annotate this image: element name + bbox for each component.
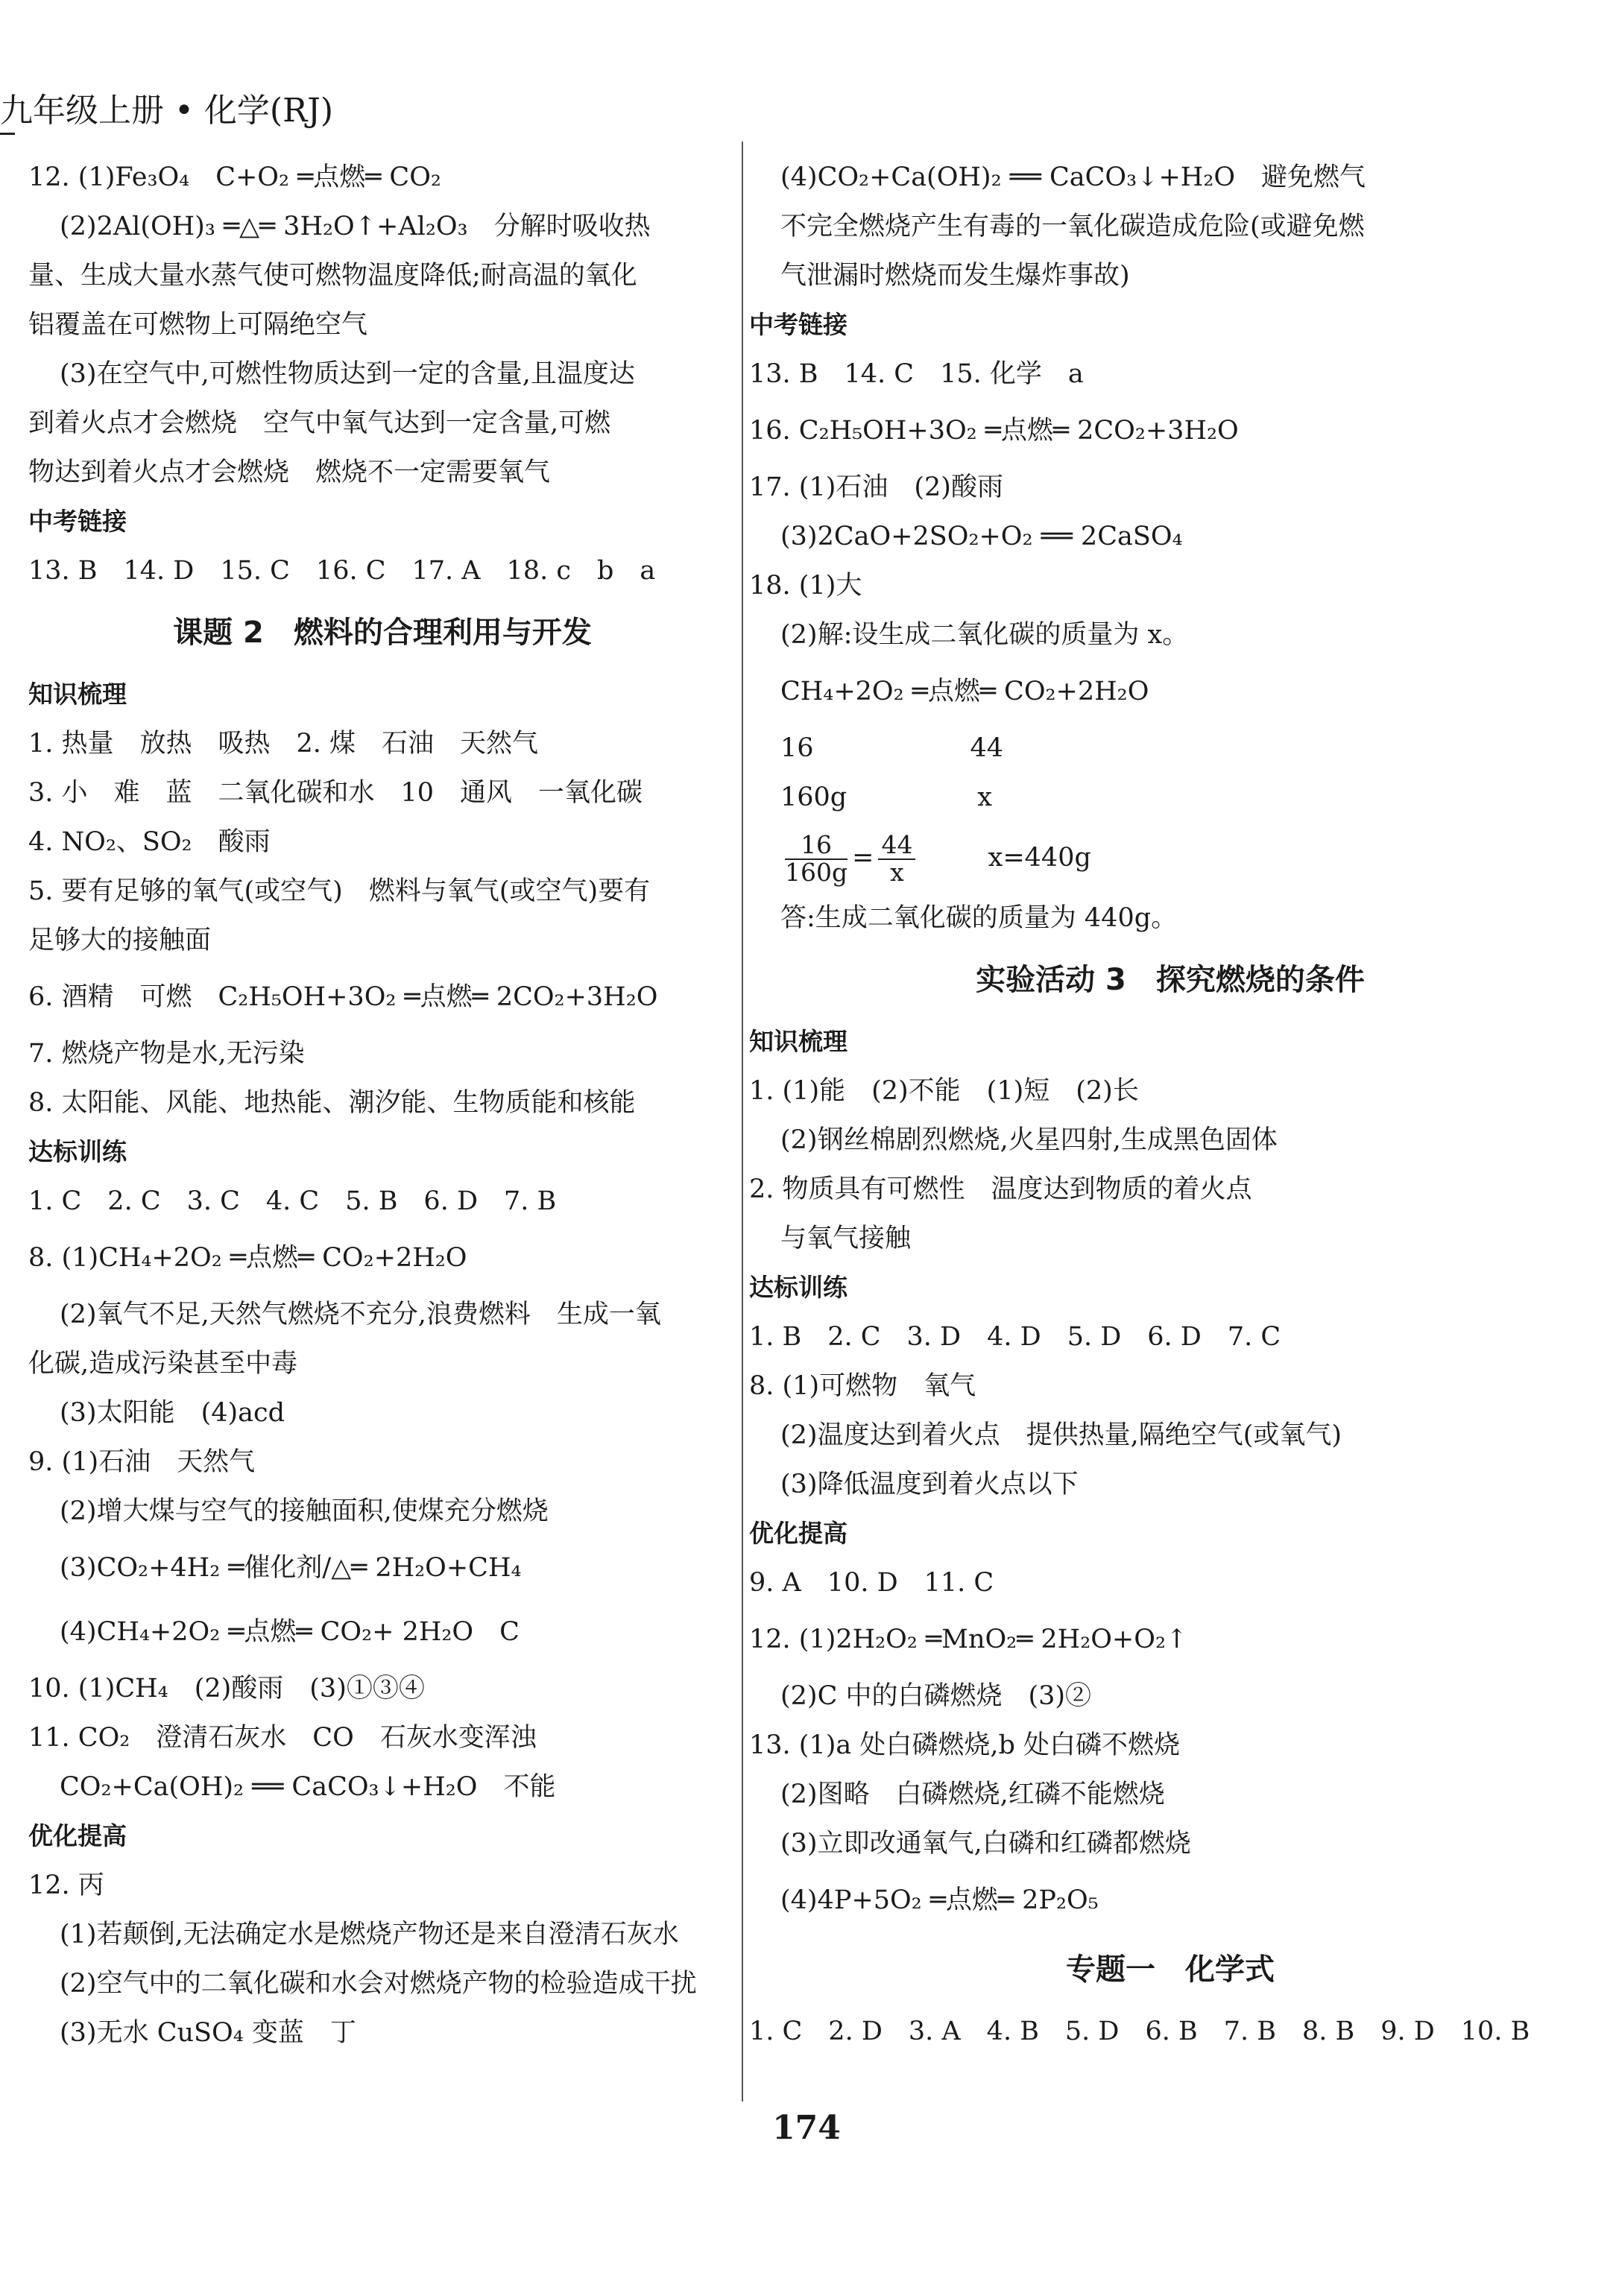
answer-line: 3. 小 难 蓝 二氧化碳和水 10 通风 一氧化碳 xyxy=(28,778,643,808)
subsection-heading: 中考链接 xyxy=(28,507,127,536)
answer-line: (4)CO₂+Ca(OH)₂ ══ CaCO₃↓+H₂O 避免燃气 xyxy=(780,162,1366,192)
answer-line: (3)CO₂+4H₂ ═催化剂/△═ 2H₂O+CH₄ xyxy=(60,1553,522,1583)
answer-line: (2)氧气不足,天然气燃烧不充分,浪费燃料 生成一氧 xyxy=(60,1300,661,1329)
answer-line: 16. C₂H₅OH+3O₂ ═点燃═ 2CO₂+3H₂O xyxy=(749,416,1239,446)
answer-line: 18. (1)大 xyxy=(749,571,862,601)
fraction-numerator: 44 xyxy=(878,832,915,860)
answer-line: 1. 热量 放热 吸热 2. 煤 石油 天然气 xyxy=(28,729,539,759)
answer-line: 160g x xyxy=(780,782,992,812)
answer-line: 化碳,造成污染甚至中毒 xyxy=(28,1349,298,1379)
answer-line: 不完全燃烧产生有毒的一氧化碳造成危险(或避免燃 xyxy=(780,212,1365,241)
answer-line: 答:生成二氧化碳的质量为 440g。 xyxy=(780,903,1178,933)
right-column xyxy=(749,153,1591,2056)
subsection-heading: 知识梳理 xyxy=(749,1027,847,1056)
answer-line: 7. 燃烧产物是水,无污染 xyxy=(28,1039,305,1069)
answer-line: (2)C 中的白磷燃烧 (3)② xyxy=(780,1681,1092,1711)
left-column xyxy=(28,153,736,2058)
answer-line: 11. CO₂ 澄清石灰水 CO 石灰水变浑浊 xyxy=(28,1723,537,1753)
answer-line: 13. B 14. D 15. C 16. C 17. A 18. c b a xyxy=(28,556,656,586)
answer-line: 10. (1)CH₄ (2)酸雨 (3)①③④ xyxy=(28,1674,425,1704)
answer-line: 6. 酒精 可燃 C₂H₅OH+3O₂ ═点燃═ 2CO₂+3H₂O xyxy=(28,982,658,1012)
answer-line: 5. 要有足够的氧气(或空气) 燃料与氧气(或空气)要有 xyxy=(28,876,651,906)
answer-line: (2)2Al(OH)₃ ═△═ 3H₂O↑+Al₂O₃ 分解时吸收热 xyxy=(60,212,651,241)
answer-line: (3)太阳能 (4)acd xyxy=(60,1398,285,1428)
answer-line: 与氧气接触 xyxy=(780,1224,912,1253)
subsection-heading: 达标训练 xyxy=(28,1137,127,1166)
column-divider xyxy=(742,142,743,2101)
answer-line: (3)降低温度到着火点以下 xyxy=(780,1470,1079,1499)
fraction-result: x=440g xyxy=(988,843,1091,873)
fraction-numerator: 16 xyxy=(785,832,847,860)
answer-line: (2)增大煤与空气的接触面积,使煤充分燃烧 xyxy=(60,1496,549,1526)
answer-line: 1. C 2. C 3. C 4. C 5. B 6. D 7. B xyxy=(28,1186,557,1216)
answer-line: 到着火点才会燃烧 空气中氧气达到一定含量,可燃 xyxy=(28,408,611,438)
answer-line: 13. B 14. C 15. 化学 a xyxy=(749,359,1084,389)
running-header: 九年级上册 • 化学(RJ) xyxy=(0,92,334,130)
answer-line: 13. (1)a 处白磷燃烧,b 处白磷不燃烧 xyxy=(749,1730,1181,1760)
fraction-equation: $\frac{16}{160g}$ = $\frac{44}{x}$ x=440g xyxy=(785,829,1091,887)
answer-line: (2)图略 白磷燃烧,红磷不能燃烧 xyxy=(780,1780,1165,1809)
answer-line: 8. (1)可燃物 氧气 xyxy=(749,1371,976,1401)
subsection-heading: 优化提高 xyxy=(749,1519,847,1548)
answer-line: 9. A 10. D 11. C xyxy=(749,1568,994,1598)
answer-line: CO₂+Ca(OH)₂ ══ CaCO₃↓+H₂O 不能 xyxy=(60,1772,556,1802)
answer-line: (2)钢丝棉剧烈燃烧,火星四射,生成黑色固体 xyxy=(780,1125,1278,1155)
answer-line: 足够大的接触面 xyxy=(28,926,212,955)
header-rule xyxy=(0,133,15,135)
answer-line: 1. C 2. D 3. A 4. B 5. D 6. B 7. B 8. B 9. D 10. B xyxy=(749,2017,1530,2046)
answer-line: 17. (1)石油 (2)酸雨 xyxy=(749,472,1003,502)
fraction-left xyxy=(785,829,848,887)
answer-line: 12. (1)2H₂O₂ ═MnO₂═ 2H₂O+O₂↑ xyxy=(749,1625,1188,1654)
answer-line: (3)2CaO+2SO₂+O₂ ══ 2CaSO₄ xyxy=(780,522,1183,551)
subsection-heading: 知识梳理 xyxy=(28,680,127,709)
answer-line: (3)在空气中,可燃性物质达到一定的含量,且温度达 xyxy=(60,359,635,389)
answer-line: (4)CH₄+2O₂ ═点燃═ CO₂+ 2H₂O C xyxy=(60,1617,520,1647)
answer-line: CH₄+2O₂ ═点燃═ CO₂+2H₂O xyxy=(780,677,1149,706)
answer-line: 12. 丙 xyxy=(28,1870,104,1900)
answer-line: 4. NO₂、SO₂ 酸雨 xyxy=(28,827,271,857)
subsection-heading: 优化提高 xyxy=(28,1821,127,1850)
answer-line: 量、生成大量水蒸气使可燃物温度降低;耐高温的氧化 xyxy=(28,261,637,291)
answer-line: 8. (1)CH₄+2O₂ ═点燃═ CO₂+2H₂O xyxy=(28,1243,467,1273)
answer-line: (2)温度达到着火点 提供热量,隔绝空气(或氧气) xyxy=(780,1420,1342,1450)
subsection-heading: 中考链接 xyxy=(749,310,847,339)
answer-line: (1)若颠倒,无法确定水是燃烧产物还是来自澄清石灰水 xyxy=(60,1920,679,1949)
page-number: 174 xyxy=(772,2109,841,2147)
answer-line: (3)立即改通氧气,白磷和红磷都燃烧 xyxy=(780,1829,1191,1859)
answer-line: 1. (1)能 (2)不能 (1)短 (2)长 xyxy=(749,1076,1139,1106)
section-title: 专题一 化学式 xyxy=(1066,1952,1275,1987)
answer-line: (2)空气中的二氧化碳和水会对燃烧产物的检验造成干扰 xyxy=(60,1969,697,1999)
subsection-heading: 达标训练 xyxy=(749,1273,847,1302)
answer-line: 铝覆盖在可燃物上可隔绝空气 xyxy=(28,310,368,340)
answer-line: (2)解:设生成二氧化碳的质量为 x。 xyxy=(780,620,1189,650)
fraction-denominator: 160g xyxy=(785,857,848,887)
section-title: 实验活动 3 探究燃烧的条件 xyxy=(976,963,1365,997)
answer-line: 1. B 2. C 3. D 4. D 5. D 6. D 7. C xyxy=(749,1322,1281,1352)
answer-line: (3)无水 CuSO₄ 变蓝 丁 xyxy=(60,2018,356,2048)
section-title: 课题 2 燃料的合理利用与开发 xyxy=(173,616,592,650)
answer-line: (4)4P+5O₂ ═点燃═ 2P₂O₅ xyxy=(780,1885,1099,1915)
answer-line: 16 44 xyxy=(780,733,1004,763)
fraction-denominator: x xyxy=(890,857,904,887)
answer-line: 12. (1)Fe₃O₄ C+O₂ ═点燃═ CO₂ xyxy=(28,162,441,192)
answer-line: 8. 太阳能、风能、地热能、潮汐能、生物质能和核能 xyxy=(28,1088,636,1118)
answer-line: 2. 物质具有可燃性 温度达到物质的着火点 xyxy=(749,1174,1252,1204)
answer-line: 9. (1)石油 天然气 xyxy=(28,1447,256,1477)
fraction-right xyxy=(878,829,915,887)
answer-line: 气泄漏时燃烧而发生爆炸事故) xyxy=(780,261,1130,291)
answer-line: 物达到着火点才会燃烧 燃烧不一定需要氧气 xyxy=(28,458,551,487)
